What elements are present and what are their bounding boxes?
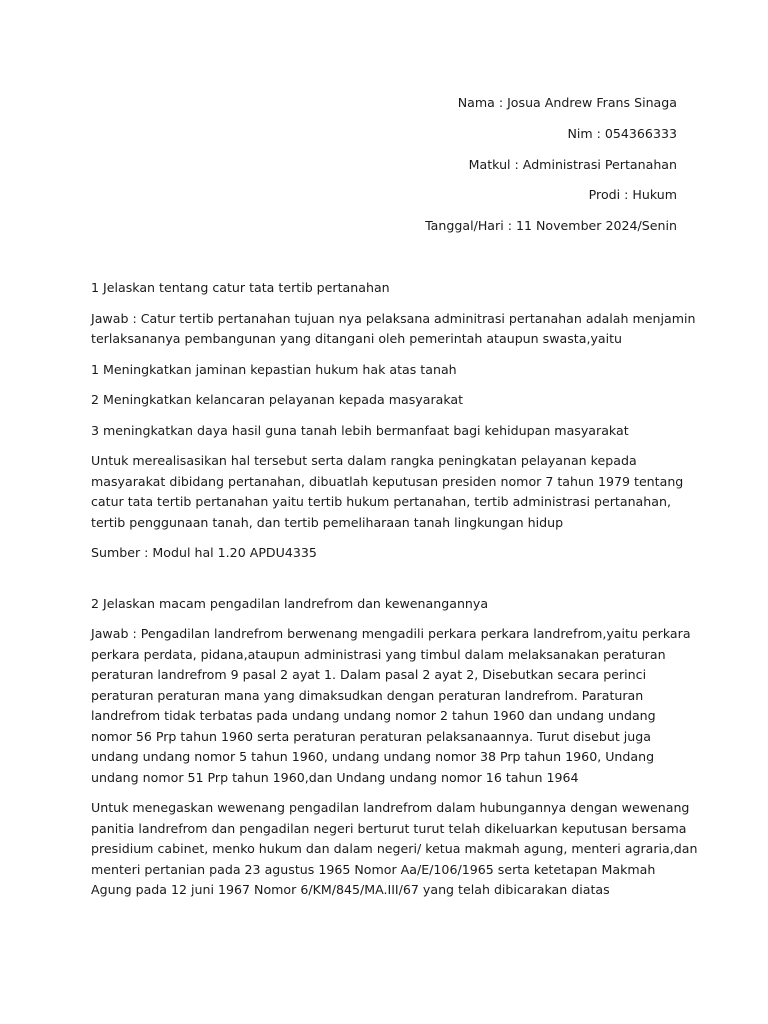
- question-2: 2 Jelaskan macam pengadilan landrefrom dan kewenangannya: [91, 595, 489, 611]
- answer-1-item-2: 2 Meningkatkan kelancaran pelayanan kepada masyarakat: [91, 392, 464, 407]
- student-nim: Nim : 054366333: [567, 125, 677, 141]
- answer-2-paragraph-1: Jawab : Pengadilan landrefrom berwenang mengadili perkara perkara landrefrom,yaitu perkara perkara perdata, pidana,ataupun administrasi yang timbul dalam melaksanakan peraturan peraturan landrefrom 9 pasal 2 ayat 1. Dalam pasal 2 ayat 2, Disebutkan secara perinci peraturan peraturan mana yang dimaksudkan dengan peraturan landrefrom. Paraturan landrefrom tidak terbatas pada undang undang nomor 2 tahun 1960 dan undang undang nomor 56 Prp tahun 1960 serta peraturan peraturan pelaksanaannya. Turut disebut juga undang undang nomor 5 tahun 1960, undang undang nomor 38 Prp tahun 1960, Undang undang nomor 51 Prp tahun 1960,dan Undang undang nomor 16 tahun 1964: [91, 626, 691, 785]
- answer-1-paragraph: Untuk merealisasikan hal tersebut serta dalam rangka peningkatan pelayanan kepada masyarakat dibidang pertanahan, dibuatlah keputusan presiden nomor 7 tahun 1979 tentang catur tata tertib pertanahan yaitu tertib hukum pertanahan, tertib administrasi pertanahan, tertib penggunaan tanah, dan tertib pemeliharaan tanah lingkungan hidup: [91, 453, 684, 530]
- student-info-header: [425, 93, 677, 247]
- course-name: Matkul : Administrasi Pertanahan: [468, 156, 677, 172]
- study-program: Prodi : Hukum: [588, 187, 677, 203]
- question-1: 1 Jelaskan tentang catur tata tertib pertanahan: [91, 280, 390, 295]
- answer-1-item-1: 1 Meningkatkan jaminan kepastian hukum hak atas tanah: [91, 361, 457, 377]
- blank-line: [91, 574, 691, 594]
- date-day: Tanggal/Hari : 11 November 2024/Senin: [425, 218, 677, 234]
- document-body: [91, 278, 698, 911]
- answer-1-item-3: 3 meningkatkan daya hasil guna tanah lebih bermanfaat bagi kehidupan masyarakat: [91, 422, 629, 438]
- student-name: Nama : Josua Andrew Frans Sinaga: [457, 95, 677, 110]
- answer-1-intro: Jawab : Catur tertib pertanahan tujuan nya pelaksana adminitrasi pertanahan adalah menjamin terlaksananya pembangunan yang ditangani oleh pemerintah ataupun swasta,yaitu: [91, 310, 696, 346]
- answer-1-source: Sumber : Modul hal 1.20 APDU4335: [91, 545, 317, 560]
- answer-2-paragraph-2: Untuk menegaskan wewenang pengadilan landrefrom dalam hubungannya dengan wewenang panitia landrefrom dan pengadilan negeri berturut turut telah dikeluarkan keputusan bersama presidium cabinet, menko hukum dan dalam negeri/ ketua makmah agung, menteri agraria,dan menteri pertanian pada 23 agustus 1965 Nomor Aa/E/106/1965 serta ketetapan Makmah Agung pada 12 juni 1967 Nomor 6/KM/845/MA.III/67 yang telah dibicarakan diatas: [91, 800, 698, 897]
